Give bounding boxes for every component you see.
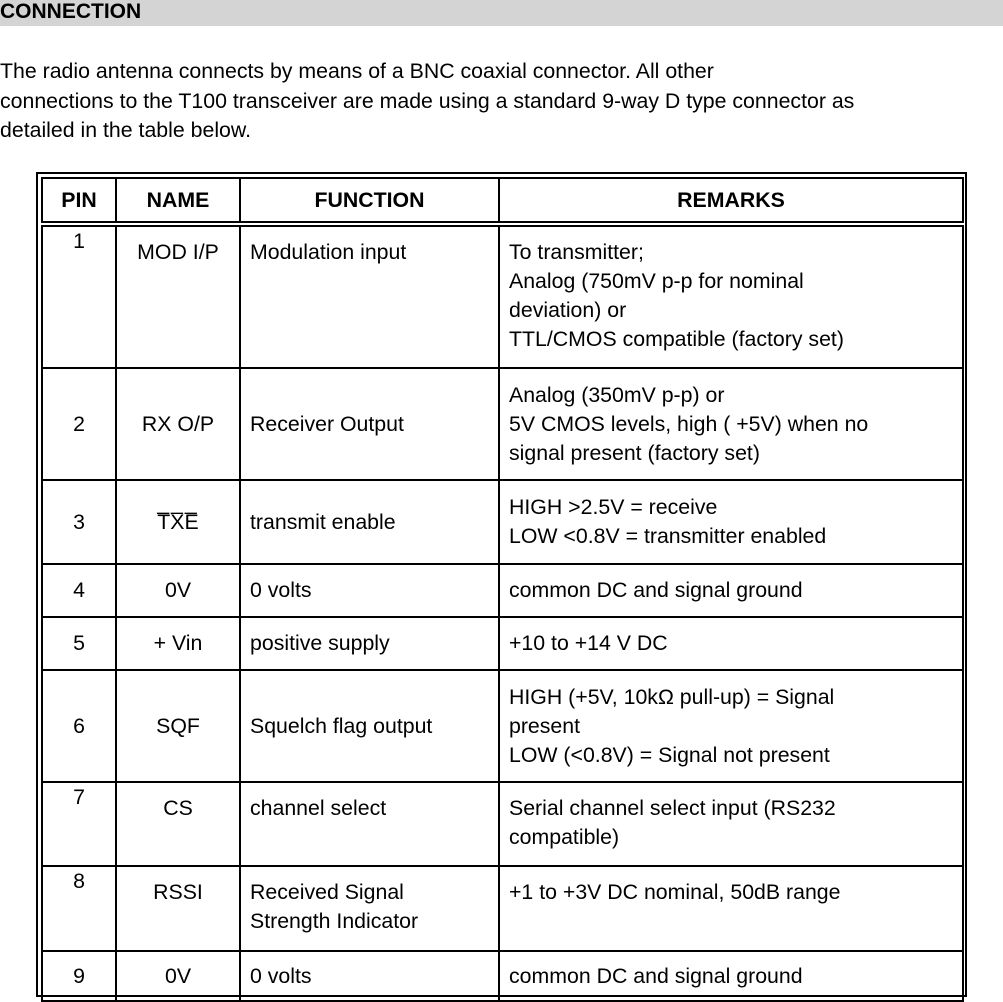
remarks-line: signal present (factory set)	[509, 440, 760, 465]
remarks-line: To transmitter;	[509, 240, 644, 264]
header-pin: PIN	[42, 178, 116, 224]
function-cell	[240, 670, 499, 782]
function-cell	[240, 617, 499, 670]
remarks-line: Analog (750mV p-p for nominal	[509, 269, 804, 293]
table-row	[42, 224, 963, 368]
remarks-line: common DC and signal ground	[509, 578, 803, 602]
table-row	[42, 866, 963, 951]
name-cell: + Vin	[116, 617, 240, 670]
function-cell	[240, 866, 499, 951]
name-cell: 0V	[116, 951, 240, 1001]
remarks-line: +10 to +14 V DC	[509, 631, 668, 655]
pin-cell: 1	[42, 224, 116, 368]
remarks-line: Serial channel select input (RS232	[509, 796, 836, 820]
name-cell: 0V	[116, 564, 240, 617]
function-cell	[240, 480, 499, 564]
name-cell: SQF	[116, 670, 240, 782]
function-line: Strength Indicator	[250, 909, 419, 933]
header-remarks: REMARKS	[499, 178, 963, 224]
remarks-cell	[499, 782, 963, 866]
function-cell	[240, 564, 499, 617]
pinout-table-frame	[36, 172, 967, 997]
intro-line-2: connections to the T100 transceiver are made using a standard 9-way D type connector as	[0, 88, 855, 113]
function-line: Receiver Output	[250, 411, 404, 436]
table-header-row	[42, 178, 963, 224]
remarks-cell	[499, 866, 963, 951]
header-function: FUNCTION	[240, 178, 499, 224]
remarks-cell	[499, 224, 963, 368]
pin-cell: 2	[42, 368, 116, 480]
function-cell	[240, 951, 499, 1001]
table-row	[42, 564, 963, 617]
name-cell	[116, 480, 240, 564]
name-cell: RX O/P	[116, 368, 240, 480]
txe-active-low-label: ___ TXE	[157, 508, 198, 537]
pinout-table	[41, 177, 964, 1002]
remarks-line: +1 to +3V DC nominal, 50dB range	[509, 880, 841, 904]
pin-cell: 4	[42, 564, 116, 617]
remarks-cell	[499, 617, 963, 670]
remarks-line: present	[509, 713, 581, 738]
name-cell: RSSI	[116, 866, 240, 951]
remarks-cell	[499, 480, 963, 564]
table-row	[42, 480, 963, 564]
function-line: transmit enable	[250, 509, 396, 534]
remarks-line: 5V CMOS levels, high ( +5V) when no	[509, 411, 869, 436]
function-cell	[240, 224, 499, 368]
remarks-line: HIGH >2.5V = receive	[509, 495, 718, 519]
table-row	[42, 617, 963, 670]
intro-line-1: The radio antenna connects by means of a BNC coaxial connector. All other	[0, 59, 714, 83]
remarks-cell	[499, 670, 963, 782]
header-name: NAME	[116, 178, 240, 224]
intro-line-3: detailed in the table below.	[0, 118, 252, 142]
pin-cell: 6	[42, 670, 116, 782]
function-line: 0 volts	[250, 578, 312, 602]
pin-cell: 5	[42, 617, 116, 670]
remarks-cell	[499, 368, 963, 480]
heading-bar	[0, 0, 1003, 26]
remarks-line: LOW <0.8V = transmitter enabled	[509, 524, 827, 548]
intro-paragraph	[0, 57, 1003, 146]
function-line: Modulation input	[250, 240, 407, 264]
name-cell: CS	[116, 782, 240, 866]
function-line: Squelch flag output	[250, 713, 433, 738]
remarks-line: TTL/CMOS compatible (factory set)	[509, 327, 844, 351]
table-row	[42, 368, 963, 480]
remarks-line: common DC and signal ground	[509, 963, 803, 988]
remarks-line: Analog (350mV p-p) or	[509, 382, 725, 407]
pin-cell: 3	[42, 480, 116, 564]
remarks-line: deviation) or	[509, 298, 627, 322]
remarks-line: LOW (<0.8V) = Signal not present	[509, 742, 830, 767]
function-line: positive supply	[250, 631, 390, 655]
pin-cell: 8	[42, 866, 116, 951]
function-cell	[240, 782, 499, 866]
table-row	[42, 782, 963, 866]
function-cell	[240, 368, 499, 480]
pin-cell: 7	[42, 782, 116, 866]
pin-cell: 9	[42, 951, 116, 1001]
table-row	[42, 951, 963, 1001]
remarks-line: compatible)	[509, 825, 620, 849]
remarks-cell	[499, 564, 963, 617]
remarks-line: HIGH (+5V, 10kΩ pull-up) = Signal	[509, 684, 835, 709]
table-row	[42, 670, 963, 782]
function-line: 0 volts	[250, 963, 312, 988]
section-heading: CONNECTION	[0, 0, 142, 23]
name-cell: MOD I/P	[116, 224, 240, 368]
function-line: channel select	[250, 796, 387, 820]
remarks-cell	[499, 951, 963, 1001]
function-line: Received Signal	[250, 880, 404, 904]
